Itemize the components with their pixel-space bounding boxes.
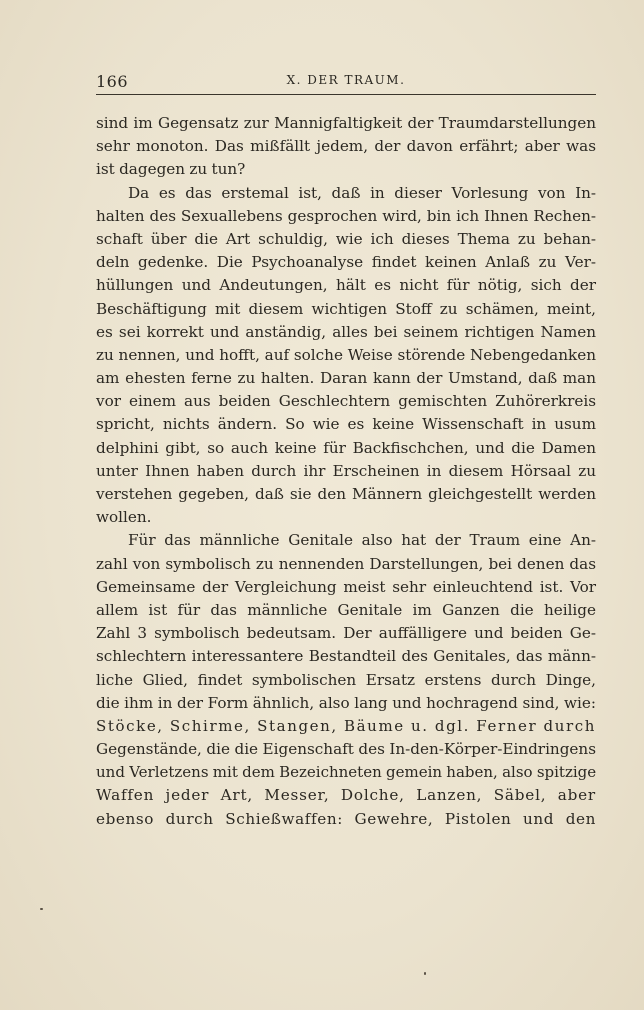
text-line: liche Glied, findet symbolischen Ersatz erstens durch Dinge,	[96, 670, 596, 689]
page-header	[96, 72, 596, 92]
body-text	[96, 112, 596, 831]
text-line: sind im Gegensatz zur Mannigfaltigkeit der Traumdarstellungen	[96, 114, 596, 132]
text-line: es sei korrekt und anständig, alles bei seinem richtigen Namen	[96, 322, 596, 341]
text-line: Gemeinsame der Vergleichung meist sehr einleuchtend ist. Vor	[96, 577, 596, 596]
text-line: vor einem aus beiden Geschlechtern gemischten Zuhörerkreis	[96, 392, 596, 411]
text-line: Beschäftigung mit diesem wichtigen Stoff zu schämen, meint,	[96, 299, 596, 318]
text-line: ist dagegen zu tun?	[96, 160, 246, 179]
text-line: sehr monoton. Das mißfällt jedem, der davon erfährt; aber was	[96, 137, 596, 156]
paper-speck	[424, 972, 426, 975]
running-title: X. DER TRAUM.	[286, 73, 406, 87]
page-number: 166	[96, 72, 129, 91]
text-line: und Verletzens mit dem Bezeichneten gemein haben, also spitzige	[96, 763, 597, 782]
text-line: Zahl 3 symbolisch bedeutsam. Der auffälligere und beiden Ge-	[96, 624, 596, 643]
header-rule	[96, 94, 596, 95]
text-line: deln gedenke. Die Psychoanalyse findet keinen Anlaß zu Ver-	[96, 253, 596, 272]
text-line: halten des Sexuallebens gesprochen wird, bin ich Ihnen Rechen-	[96, 206, 596, 225]
text-line: ebenso durch Schießwaffen: Gewehre, Pistolen und den	[96, 809, 596, 828]
text-line: Gegenstände, die die Eigenschaft des In-den-Körper-Eindringens	[96, 740, 596, 759]
text-line: wollen.	[96, 508, 152, 527]
text-line: Waffen jeder Art, Messer, Dolche, Lanzen, Säbel, aber	[96, 786, 596, 805]
text-line: die ihm in der Form ähnlich, also lang und hochragend sind, wie:	[96, 693, 596, 712]
text-line: schlechtern interessantere Bestandteil des Genitales, das männ-	[96, 647, 596, 666]
text-line: zahl von symbolisch zu nennenden Darstellungen, bei denen das	[96, 554, 596, 573]
text-line: spricht, nichts ändern. So wie es keine Wissenschaft in usum	[96, 415, 596, 434]
paragraph-first-line: Da es das erstemal ist, daß in dieser Vorlesung von In-	[128, 183, 596, 202]
text-line: schaft über die Art schuldig, wie ich dieses Thema zu behan-	[96, 229, 596, 248]
text-line: Stöcke, Schirme, Stangen, Bäume u. dgl. Ferner durch	[96, 716, 596, 735]
text-line: unter Ihnen haben durch ihr Erscheinen in diesem Hörsaal zu	[96, 461, 596, 480]
text-line: verstehen gegeben, daß sie den Männern gleichgestellt werden	[96, 485, 596, 503]
text-line: zu nennen, und hofft, auf solche Weise störende Nebengedanken	[96, 345, 596, 364]
text-line: am ehesten ferne zu halten. Daran kann der Umstand, daß man	[96, 369, 596, 388]
text-line: delphini gibt, so auch keine für Backfischchen, und die Damen	[96, 438, 596, 457]
text-line: allem ist für das männliche Genitale im Ganzen die heilige	[96, 600, 596, 619]
paper-speck	[40, 908, 43, 910]
text-line: hüllungen und Andeutungen, hält es nicht für nötig, sich der	[96, 276, 596, 295]
paragraph-first-line: Für das männliche Genitale also hat der Traum eine An-	[128, 531, 596, 550]
